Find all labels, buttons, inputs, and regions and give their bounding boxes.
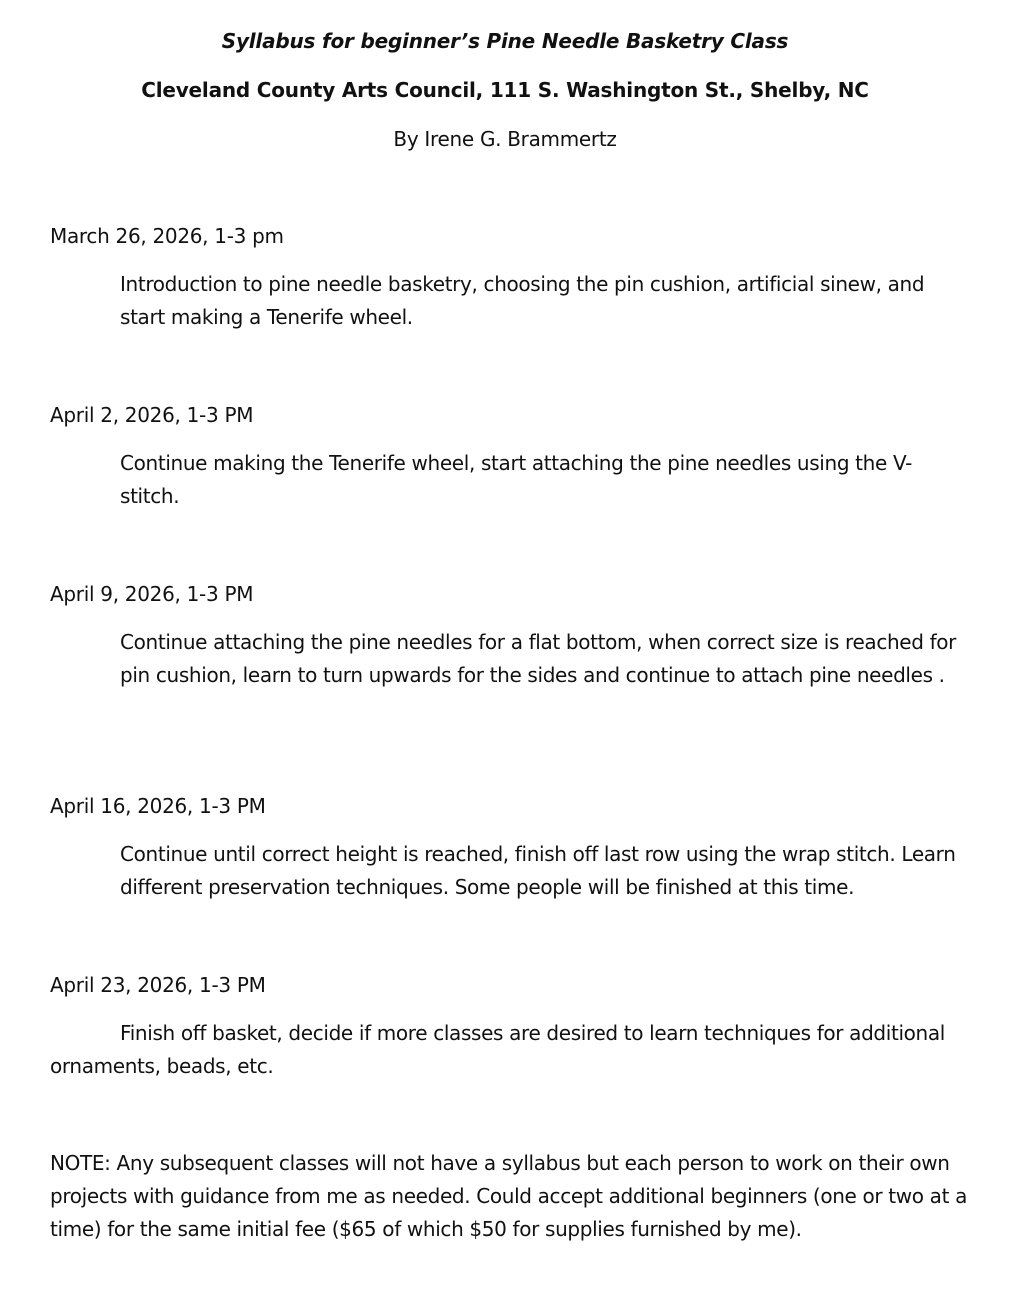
session-date: April 23, 2026, 1-3 PM <box>50 973 266 997</box>
session-date: April 9, 2026, 1-3 PM <box>50 582 254 606</box>
session-description: Continue making the Tenerife wheel, start attaching the pine needles using the V-stitch. <box>120 451 912 508</box>
note-paragraph: NOTE: Any subsequent classes will not have a syllabus but each person to work on their own projects with guidance from me as needed. Could accept additional beginners (one or two at a time) for the same initial fee ($65 of which $50 for supplies furnished by me). <box>50 1151 967 1241</box>
session-description: Introduction to pine needle basketry, choosing the pin cushion, artificial sinew, and start making a Tenerife wheel. <box>120 272 925 329</box>
document-title: Syllabus for beginner’s Pine Needle Basketry Class <box>221 29 789 53</box>
author-line: By Irene G. Brammertz <box>393 127 617 151</box>
session-description: Continue until correct height is reached, finish off last row using the wrap stitch. Learn different preservation techniques. Some people will be finished at this time. <box>120 842 956 899</box>
session-date: April 16, 2026, 1-3 PM <box>50 794 266 818</box>
session-description: Continue attaching the pine needles for a flat bottom, when correct size is reached for pin cushion, learn to turn upwards for the sides and continue to attach pine needles . <box>120 630 957 687</box>
session-date: March 26, 2026, 1-3 pm <box>50 224 284 248</box>
location-line: Cleveland County Arts Council, 111 S. Washington St., Shelby, NC <box>141 78 869 102</box>
session-date: April 2, 2026, 1-3 PM <box>50 403 254 427</box>
session-description: Finish off basket, decide if more classes are desired to learn techniques for additional ornaments, beads, etc. <box>50 1021 945 1078</box>
